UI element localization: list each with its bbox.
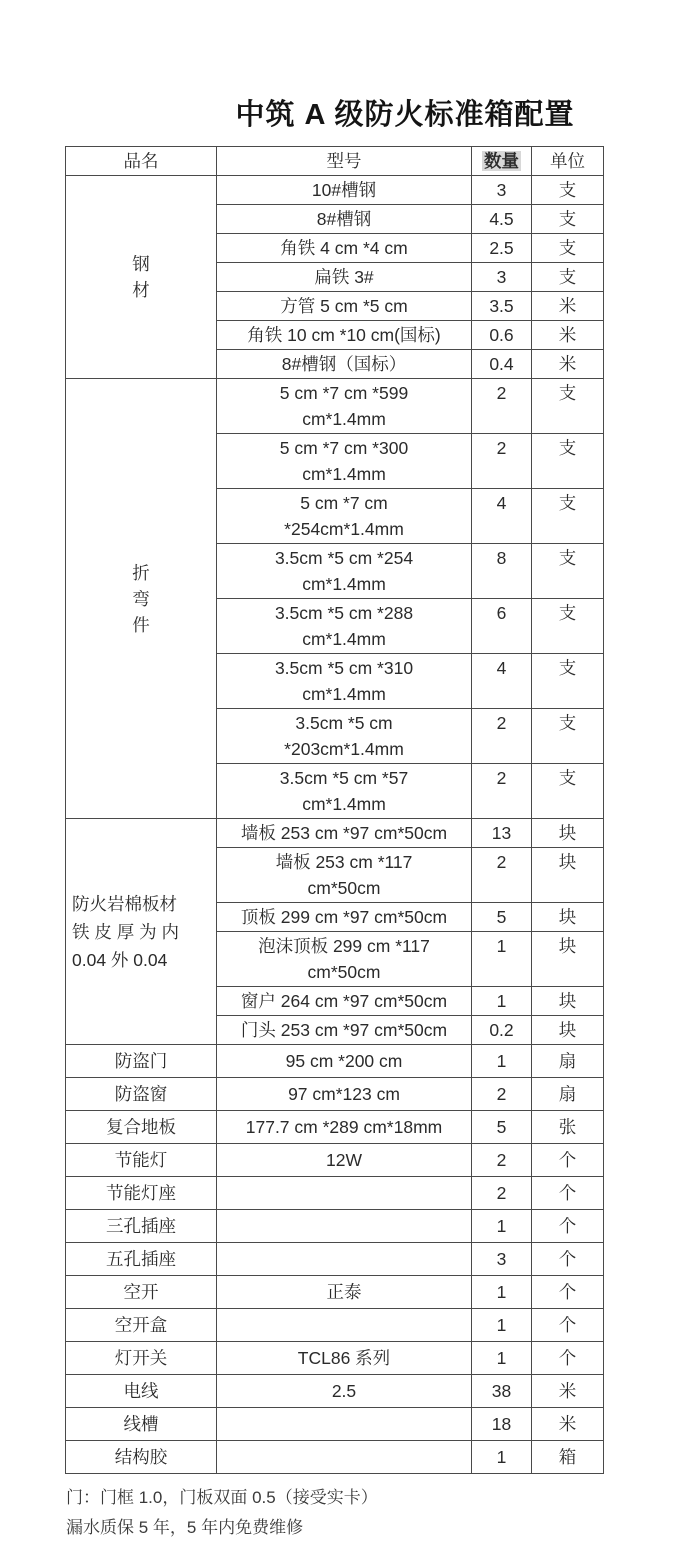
unit-cell: 支 — [532, 654, 604, 709]
model-cell: 5 cm *7 cm *254cm*1.4mm — [217, 489, 472, 544]
quantity-cell: 1 — [472, 1342, 532, 1375]
table-row — [66, 1045, 604, 1078]
model-cell — [217, 1243, 472, 1276]
quantity-cell: 3.5 — [472, 292, 532, 321]
model-cell: 177.7 cm *289 cm*18mm — [217, 1111, 472, 1144]
quantity-cell: 4 — [472, 489, 532, 544]
unit-cell: 个 — [532, 1177, 604, 1210]
product-name-cell: 空开盒 — [66, 1309, 217, 1342]
model-cell: 扁铁 3# — [217, 263, 472, 292]
unit-cell: 支 — [532, 263, 604, 292]
quantity-cell: 1 — [472, 1441, 532, 1474]
model-cell: 顶板 299 cm *97 cm*50cm — [217, 903, 472, 932]
unit-cell: 个 — [532, 1342, 604, 1375]
model-cell: 12W — [217, 1144, 472, 1177]
model-cell: 8#槽钢 — [217, 205, 472, 234]
table-row — [66, 379, 604, 434]
quantity-cell: 5 — [472, 903, 532, 932]
table-row — [66, 1342, 604, 1375]
unit-cell: 米 — [532, 321, 604, 350]
unit-cell: 米 — [532, 350, 604, 379]
unit-cell: 扇 — [532, 1078, 604, 1111]
unit-cell: 支 — [532, 599, 604, 654]
header-unit: 单位 — [532, 147, 604, 176]
model-cell: 3.5cm *5 cm *310 cm*1.4mm — [217, 654, 472, 709]
model-cell — [217, 1309, 472, 1342]
model-cell: 角铁 4 cm *4 cm — [217, 234, 472, 263]
table-row — [66, 1144, 604, 1177]
model-cell: 正泰 — [217, 1276, 472, 1309]
unit-cell: 米 — [532, 1408, 604, 1441]
model-cell: TCL86 系列 — [217, 1342, 472, 1375]
model-cell: 5 cm *7 cm *599 cm*1.4mm — [217, 379, 472, 434]
product-name-cell: 折 弯 件 — [66, 379, 217, 819]
quantity-cell: 3 — [472, 1243, 532, 1276]
unit-cell: 扇 — [532, 1045, 604, 1078]
quantity-cell: 4.5 — [472, 205, 532, 234]
quantity-cell: 2 — [472, 709, 532, 764]
table-row — [66, 1243, 604, 1276]
model-cell — [217, 1408, 472, 1441]
product-name-cell: 电线 — [66, 1375, 217, 1408]
quantity-cell: 6 — [472, 599, 532, 654]
quantity-cell: 1 — [472, 1276, 532, 1309]
model-cell: 2.5 — [217, 1375, 472, 1408]
quantity-cell: 2 — [472, 1177, 532, 1210]
footnote-door-spec: 门：门框 1.0，门板双面 0.5（接受实卡） — [66, 1488, 378, 1507]
model-cell: 8#槽钢（国标） — [217, 350, 472, 379]
quantity-cell: 13 — [472, 819, 532, 848]
header-model: 型号 — [217, 147, 472, 176]
model-cell — [217, 1441, 472, 1474]
product-name-cell: 钢 材 — [66, 176, 217, 379]
model-cell: 3.5cm *5 cm *254 cm*1.4mm — [217, 544, 472, 599]
config-table — [65, 146, 604, 1474]
quantity-cell: 38 — [472, 1375, 532, 1408]
unit-cell: 支 — [532, 489, 604, 544]
unit-cell: 个 — [532, 1276, 604, 1309]
product-name-cell: 空开 — [66, 1276, 217, 1309]
model-cell: 3.5cm *5 cm *288 cm*1.4mm — [217, 599, 472, 654]
header-product: 品名 — [66, 147, 217, 176]
unit-cell: 个 — [532, 1210, 604, 1243]
quantity-cell: 2 — [472, 1078, 532, 1111]
table-row — [66, 1375, 604, 1408]
unit-cell: 箱 — [532, 1441, 604, 1474]
product-name-cell: 五孔插座 — [66, 1243, 217, 1276]
quantity-cell: 2 — [472, 848, 532, 903]
product-name-cell: 三孔插座 — [66, 1210, 217, 1243]
footnotes — [66, 1483, 700, 1543]
table-row — [66, 819, 604, 848]
unit-cell: 个 — [532, 1309, 604, 1342]
quantity-cell: 4 — [472, 654, 532, 709]
quantity-cell: 0.6 — [472, 321, 532, 350]
unit-cell: 支 — [532, 379, 604, 434]
model-cell — [217, 1210, 472, 1243]
quantity-cell: 2 — [472, 434, 532, 489]
model-cell: 97 cm*123 cm — [217, 1078, 472, 1111]
table-row — [66, 1210, 604, 1243]
unit-cell: 块 — [532, 1016, 604, 1045]
header-row — [66, 147, 604, 176]
unit-cell: 块 — [532, 819, 604, 848]
quantity-cell: 0.4 — [472, 350, 532, 379]
quantity-cell: 2 — [472, 379, 532, 434]
unit-cell: 米 — [532, 1375, 604, 1408]
product-name-cell: 节能灯 — [66, 1144, 217, 1177]
unit-cell: 块 — [532, 848, 604, 903]
quantity-cell: 8 — [472, 544, 532, 599]
unit-cell: 支 — [532, 764, 604, 819]
quantity-cell: 5 — [472, 1111, 532, 1144]
model-cell — [217, 1177, 472, 1210]
model-cell: 3.5cm *5 cm *57 cm*1.4mm — [217, 764, 472, 819]
product-name-cell: 防盗门 — [66, 1045, 217, 1078]
model-cell: 3.5cm *5 cm *203cm*1.4mm — [217, 709, 472, 764]
unit-cell: 块 — [532, 903, 604, 932]
table-row — [66, 1177, 604, 1210]
model-cell: 墙板 253 cm *97 cm*50cm — [217, 819, 472, 848]
product-name-cell: 结构胶 — [66, 1441, 217, 1474]
model-cell: 95 cm *200 cm — [217, 1045, 472, 1078]
unit-cell: 个 — [532, 1144, 604, 1177]
table-row — [66, 1441, 604, 1474]
product-name-cell: 线槽 — [66, 1408, 217, 1441]
quantity-cell: 1 — [472, 1045, 532, 1078]
quantity-cell: 1 — [472, 932, 532, 987]
qty-header-highlight: 数量 — [484, 151, 519, 171]
model-cell: 方管 5 cm *5 cm — [217, 292, 472, 321]
unit-cell: 块 — [532, 932, 604, 987]
table-row — [66, 1408, 604, 1441]
unit-cell: 支 — [532, 205, 604, 234]
product-name-cell: 防火岩棉板材 铁 皮 厚 为 内 0.04 外 0.04 — [66, 819, 217, 1045]
model-cell: 5 cm *7 cm *300 cm*1.4mm — [217, 434, 472, 489]
model-cell: 门头 253 cm *97 cm*50cm — [217, 1016, 472, 1045]
footnote-warranty: 漏水质保 5 年，5 年内免费维修 — [66, 1518, 304, 1537]
table-row — [66, 1078, 604, 1111]
table-row — [66, 1309, 604, 1342]
quantity-cell: 0.2 — [472, 1016, 532, 1045]
table-row — [66, 1276, 604, 1309]
quantity-cell: 3 — [472, 263, 532, 292]
unit-cell: 块 — [532, 987, 604, 1016]
model-cell: 角铁 10 cm *10 cm(国标) — [217, 321, 472, 350]
quantity-cell: 1 — [472, 1309, 532, 1342]
page-title: 中筑 A 级防火标准箱配置 — [235, 99, 575, 131]
quantity-cell: 3 — [472, 176, 532, 205]
model-cell: 10#槽钢 — [217, 176, 472, 205]
unit-cell: 支 — [532, 544, 604, 599]
product-name-cell: 节能灯座 — [66, 1177, 217, 1210]
model-cell: 墙板 253 cm *117 cm*50cm — [217, 848, 472, 903]
header-qty — [472, 147, 532, 176]
product-name-cell: 灯开关 — [66, 1342, 217, 1375]
unit-cell: 支 — [532, 434, 604, 489]
unit-cell: 支 — [532, 709, 604, 764]
model-cell: 泡沫顶板 299 cm *117 cm*50cm — [217, 932, 472, 987]
unit-cell: 支 — [532, 234, 604, 263]
quantity-cell: 2.5 — [472, 234, 532, 263]
unit-cell: 米 — [532, 292, 604, 321]
unit-cell: 个 — [532, 1243, 604, 1276]
table-row — [66, 176, 604, 205]
quantity-cell: 18 — [472, 1408, 532, 1441]
model-cell: 窗户 264 cm *97 cm*50cm — [217, 987, 472, 1016]
quantity-cell: 1 — [472, 987, 532, 1016]
quantity-cell: 2 — [472, 1144, 532, 1177]
quantity-cell: 1 — [472, 1210, 532, 1243]
product-name-cell: 防盗窗 — [66, 1078, 217, 1111]
product-name-cell: 复合地板 — [66, 1111, 217, 1144]
table-row — [66, 1111, 604, 1144]
unit-cell: 支 — [532, 176, 604, 205]
quantity-cell: 2 — [472, 764, 532, 819]
unit-cell: 张 — [532, 1111, 604, 1144]
